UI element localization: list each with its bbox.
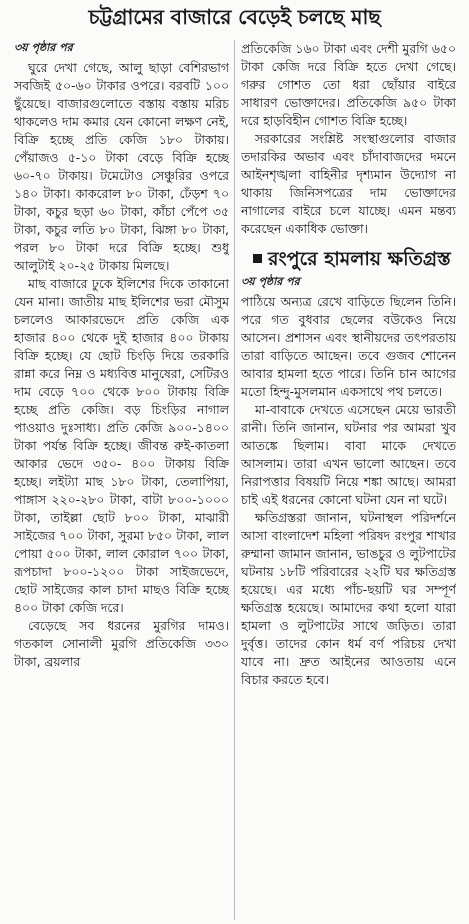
article-2-paragraph: মা-বাবাকে দেখতে এসেছেন মেয়ে ভারতী রানী। তিনি জানান, ঘটনার পর আমরা খুব আতঙ্কে ছিলাম। বাবা মাকে দেখতে আসলাম। তারা এখন ভালো আছেন। তবে নিরাপত্তার বিষয়টি নিয়ে শঙ্কা আছে। আমরা চাই এই ধরনের কোনো ঘটনা যেন না ঘটে।	[241, 402, 456, 507]
headline-article-2-text: রংপুরে হামলায় ক্ষতিগ্রস্ত	[268, 248, 451, 270]
article-1-paragraph: মাছ বাজারে ঢুকে ইলিশের দিকে তাকানো যেন মানা। জাতীয় মাছ ইলিশের ভরা মৌসুম চললেও আকারভেদে প্রতি কেজি এক হাজার ৪০০ থেকে দুই হাজার ৪০০ টাকায় বিক্রি হচ্ছে। যে ছোট চিংড়ি দিয়ে তরকারি রান্না করে নিম্ন ও মধ্যবিত্ত মানুষেরা, সেটিরও দাম বেড়ে ৭০০ থেকে ৮০০ টাকায় বিক্রি হচ্ছে প্রতি কেজি। বড় চিংড়ির নাগাল পাওয়াও দুঃসাধ্য। প্রতি কেজি ৯০০-১৪০০ টাকা পর্যন্ত বিক্রি হচ্ছে। জীবন্ত রুই-কাতলা আকার ভেদে ৩৫০- ৪০০ টাকায় বিক্রি হচ্ছে। লইট্যা মাছ ১৮০ টাকা, তেলাপিয়া, পাঙ্গাস ২২০-২৮০ টাকা, বাটা ৮০০-১০০০ টাকা, তাইল্লা ছোট ৮০০ টাকা, মাঝারী সাইজের ৭০০ টাকা, সুরমা ৮৫০ টাকা, লাল পোয়া ৫০০ টাকা, লাল কোরাল ৭০০ টাকা, রূপচাদা ৮০০-১২০০ টাকা সাইজভেদে, ছোট সাইজের কাল চাদা মাছও বিক্রি হচ্ছে ৪০০ টাকা কেজি দরে।	[14, 276, 229, 615]
column-left	[14, 40, 229, 920]
article-1-paragraph: প্রতিকেজি ১৬০ টাকা এবং দেশী মুরগি ৬৫০ টাকা কেজি দরে বিক্রি হতে দেখা গেছে। গরুর গোশত তো ধরা ছোঁয়ার বাইরে সাধারণ ভোক্তাদের। প্রতিকেজি ৯৫০ টাকা দরে হাড়বিহীন গোশত বিক্রি হচ্ছে।	[241, 41, 456, 128]
article-2-paragraph: ক্ষতিগ্রস্তরা জানান, ঘটনাস্থল পরিদর্শনে আসা বাংলাদেশ মহিলা পরিষদ রংপুর শাখার রুম্মানা জামান জানান, ভাঙচুর ও লুটপাটের ঘটনায় ১৮টি পরিবারের ২২টি ঘর ক্ষতিগ্রস্ত হয়েছে। এর মধ্যে পাঁচ-ছয়টি ঘর সম্পূর্ণ ক্ষতিগ্রস্ত হয়েছে। আমাদের কথা হলো যারা হামলা ও লুটপাটের সাথে জড়িত। তারা দুর্বৃত্ত। তাদের কোন ধর্ম বর্ণ পরিচয় দেখা যাবে না। দ্রুত আইনের আওতায় এনে বিচার করতে হবে।	[241, 510, 456, 687]
headline-article-1: চট্টগ্রামের বাজারে বেড়েই চলছে মাছ	[88, 5, 381, 29]
column-right	[241, 40, 456, 920]
article-1-paragraph: বেড়েছে সব ধরনের মুরগির দামও। গতকাল সোনালী মুরগি প্রতিকেজি ৩৩০ টাকা, ব্রয়লার	[14, 618, 229, 669]
article-1-paragraph: সরকারের সংশ্লিষ্ট সংস্থাগুলোর বাজার তদারকির অভাব এবং চাঁদাবাজদের দমনে আইনশৃঙ্খলা বাহিনীর দৃশ্যমান উদ্যোগ না থাকায় জিনিসপত্রের দাম ভোক্তাদের নাগালের বাইরে চলে যাচ্ছে। এমন মন্তব্য করেছেন একাধিক ভোক্তা।	[241, 131, 456, 236]
continued-from-label: ৩য় পৃষ্ঠার পর	[14, 41, 73, 54]
square-bullet-icon	[253, 254, 262, 263]
article-1-paragraph: ঘুরে দেখা গেছে, আলু ছাড়া বেশিরভাগ সবজিই ৫০-৬০ টাকার ওপরে। বরবটি ১০০ ছুঁয়েছে। বাজারগুলোতে বস্তায় বস্তায় মরিচ থাকলেও দাম কমার যেন কোনো লক্ষণ নেই, বিক্রি হচ্ছে প্রতি কেজি ১৮০ টাকায়। পেঁয়াজও ৫-১০ টাকা বেড়ে বিক্রি হচ্ছে ৬০-৭০ টাকায়। টমেটোও সেঞ্চুরির ওপরে ১৪০ টাকা। কাকরোল ৮০ টাকা, ঢেঁড়শ ৭০ টাকা, কচুর ছড়া ৬০ টাকা, কাঁচা পেঁপে ৩৫ টাকা, কচুর লতি ৮০ টাকা, ঝিঙ্গা ৮০ টাকা, পরল ৮০ টাকা দরে বিক্রি হচ্ছে। শুধু আলুটাই ২০-২৫ টাকায় মিলছে।	[14, 60, 229, 273]
column-divider	[234, 40, 235, 920]
headline-article-2	[241, 246, 456, 272]
article-2-paragraph: পাঠিয়ে অন্যত্র রেখে বাড়িতে ছিলেন তিনি। পরে গত বুধবার ছেলের বউকেও নিয়ে আসেন। প্রশাসন এবং স্থানীয়দের তৎপরতায় তারা বাড়িতে আছেন। তবে গুজব শোনেন আবার হামলা হতে পারে। তিনি চান আগের মতো হিন্দু-মুসলমান একসাথে পথ চলতে।	[241, 294, 456, 399]
continued-from-label: ৩য় পৃষ্ঠার পর	[241, 275, 300, 288]
